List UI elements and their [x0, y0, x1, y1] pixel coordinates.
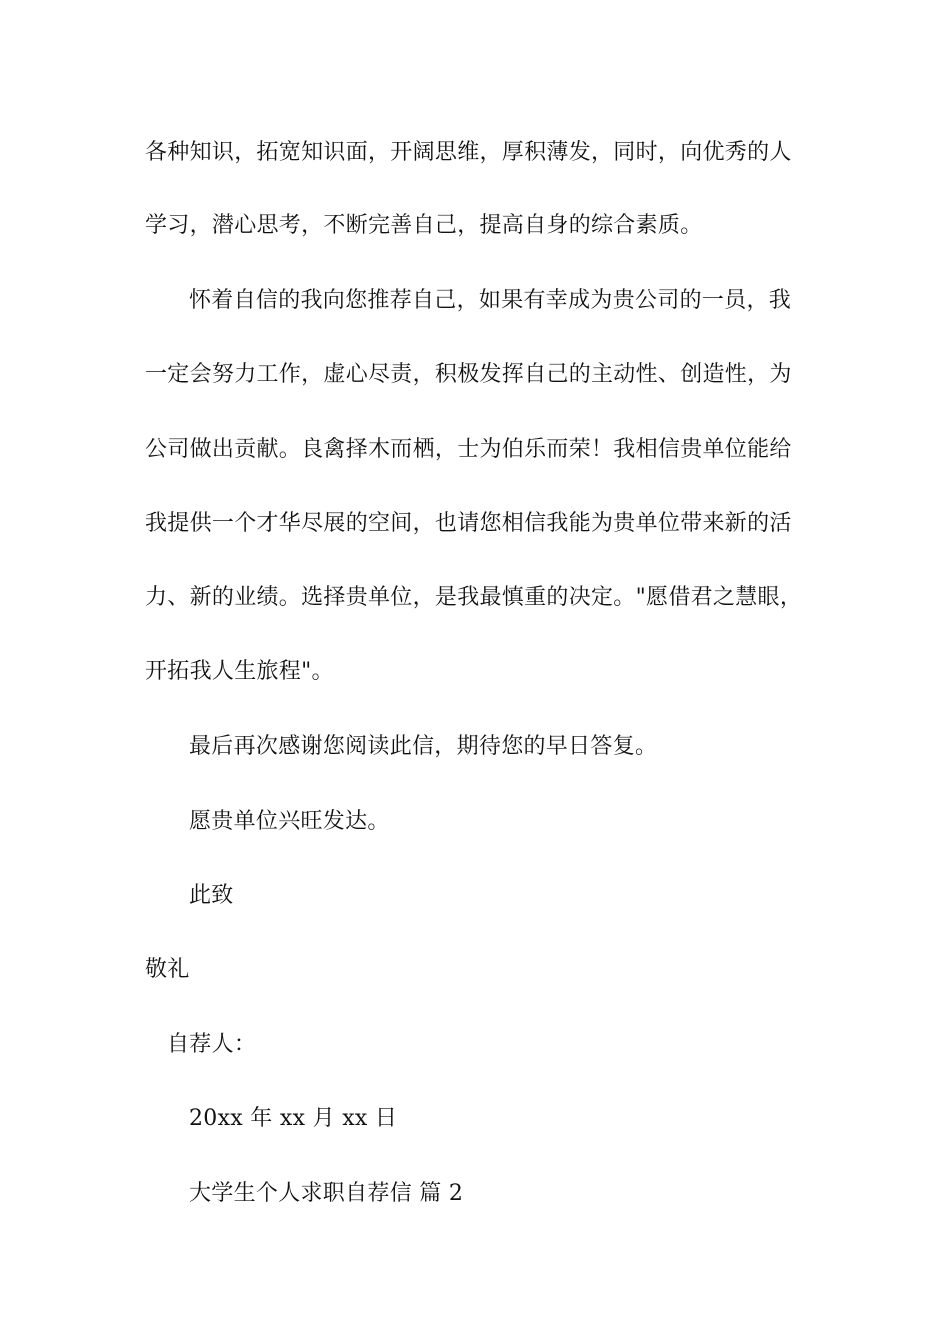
paragraph-line: 公司做出贡献。良禽择木而栖，士为伯乐而荣！我相信贵单位能给 [145, 437, 792, 462]
paragraph-line: 力、新的业绩。选择贵单位，是我最慎重的决定。"愿借君之慧眼， [145, 585, 803, 610]
paragraph-line: 一定会努力工作，虚心尽责，积极发挥自己的主动性、创造性，为 [145, 362, 792, 387]
closing-salutation: 此致 [189, 883, 234, 908]
signature-label: 自荐人： [167, 1032, 257, 1057]
paragraph-line: 开拓我人生旅程"。 [145, 659, 334, 684]
date-line: 20xx 年 xx 月 xx 日 [189, 1106, 398, 1131]
section-heading: 大学生个人求职自荐信 篇 2 [189, 1181, 464, 1206]
paragraph-line: 各种知识，拓宽知识面，开阔思维，厚积薄发，同时，向优秀的人 [145, 140, 792, 165]
paragraph-line: 学习，潜心思考，不断完善自己，提高自身的综合素质。 [145, 213, 703, 238]
closing-respect: 敬礼 [145, 957, 190, 982]
paragraph-line: 最后再次感谢您阅读此信，期待您的早日答复。 [189, 734, 658, 759]
paragraph-line: 我提供一个才华尽展的空间，也请您相信我能为贵单位带来新的活 [145, 511, 792, 536]
paragraph-line: 愿贵单位兴旺发达。 [189, 809, 390, 834]
paragraph-line: 怀着自信的我向您推荐自己，如果有幸成为贵公司的一员，我 [189, 288, 792, 313]
